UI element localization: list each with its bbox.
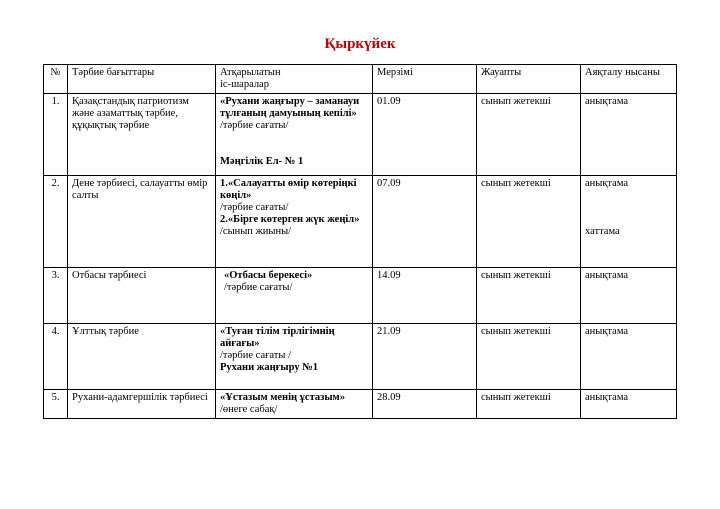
form-value: анықтама [585,178,629,189]
row-num: 5. [44,390,68,419]
header-row [44,65,677,94]
event-title: «Ұстазым менің ұстазым» [220,392,345,403]
event-title: «Отбасы берекесі» [224,270,313,281]
header-responsible: Жауапты [477,65,581,94]
row-direction: Дене тәрбиесі, салауатты өмір салты [68,176,216,268]
event-title: 1.«Салауатты өмір көтеріңкі көңіл» [220,178,357,201]
event-title-b: 2.«Бірге көтерген жүк жеңіл» [220,214,360,225]
row-event [216,268,373,324]
event-note: /тәрбие сағаты / [220,350,291,361]
row-num: 1. [44,94,68,176]
plan-table [43,64,677,419]
event-note-b: /сынып жиыны/ [220,226,292,237]
event-title: «Туған тілім тірлігімнің айғағы» [220,326,335,349]
header-event-line2: іс-шаралар [220,79,269,90]
row-direction: Қазақстандық патриотизм және азаматтық тәрбие, құқықтық тәрбие [68,94,216,176]
row-form: анықтама [581,268,677,324]
table-row [44,176,677,268]
row-date: 28.09 [373,390,477,419]
event-note: /өнеге сабақ/ [220,404,278,415]
table-row [44,268,677,324]
header-event [216,65,373,94]
table-row [44,94,677,176]
row-date: 07.09 [373,176,477,268]
row-form: анықтама [581,390,677,419]
row-num: 4. [44,324,68,390]
header-event-line1: Атқарылатын [220,67,281,78]
row-direction: Рухани-адамгершілік тәрбиесі [68,390,216,419]
row-direction: Отбасы тәрбиесі [68,268,216,324]
page-title: Қыркүйек [324,36,396,52]
table-row [44,324,677,390]
event-note: /тәрбие сағаты/ [224,282,293,293]
row-date: 21.09 [373,324,477,390]
row-form [581,176,677,268]
event-title: «Рухани жаңғыру – заманауи тұлғаның дамуының кепілі» [220,96,360,119]
row-responsible: сынып жетекші [477,324,581,390]
row-event [216,94,373,176]
header-form: Аяқталу нысаны [581,65,677,94]
event-note: /тәрбие сағаты/ [220,202,289,213]
row-responsible: сынып жетекші [477,94,581,176]
row-event [216,390,373,419]
row-num: 2. [44,176,68,268]
event-note: /тәрбие сағаты/ [220,120,289,131]
row-form: анықтама [581,324,677,390]
row-responsible: сынып жетекші [477,268,581,324]
row-event [216,176,373,268]
row-event [216,324,373,390]
event-title-b: Рухани жаңғыру №1 [220,362,319,373]
row-form: анықтама [581,94,677,176]
event-title-b: Мәңгілік Ел- № 1 [220,156,304,167]
header-direction: Тәрбие бағыттары [68,65,216,94]
row-date: 14.09 [373,268,477,324]
table-row [44,390,677,419]
row-responsible: сынып жетекші [477,176,581,268]
row-responsible: сынып жетекші [477,390,581,419]
row-direction: Ұлттық тәрбие [68,324,216,390]
header-date: Мерзімі [373,65,477,94]
header-num: № [44,65,68,94]
row-num: 3. [44,268,68,324]
form-value-b: хаттама [585,226,620,237]
row-date: 01.09 [373,94,477,176]
